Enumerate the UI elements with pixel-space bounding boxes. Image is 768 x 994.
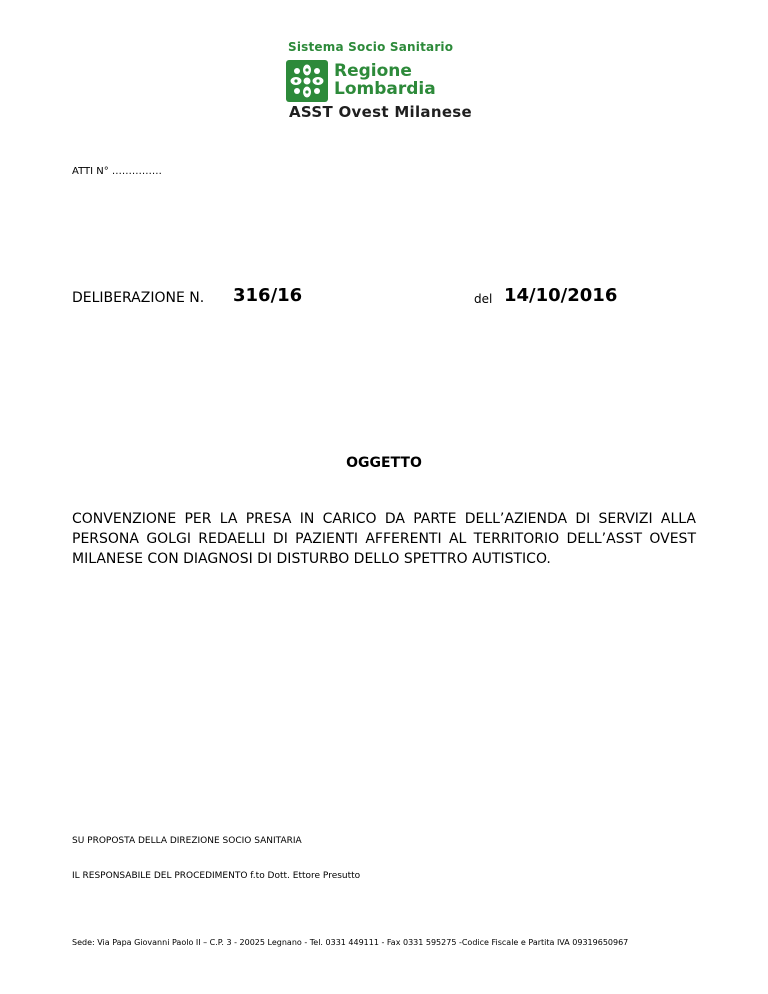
responsabile-line: IL RESPONSABILE DEL PROCEDIMENTO f.to Dott. Ettore Presutto	[72, 871, 361, 881]
atti-number: ATTI N° ……………	[72, 166, 162, 177]
date-label: del	[474, 292, 493, 306]
deliberazione-number: 316/16	[233, 285, 303, 306]
asst-name: ASST Ovest Milanese	[289, 103, 473, 121]
proposta-line: SU PROPOSTA DELLA DIREZIONE SOCIO SANITARIA	[72, 836, 302, 846]
region-line2: Lombardia	[334, 79, 436, 99]
oggetto-title: OGGETTO	[346, 455, 422, 471]
footer-address: Sede: Via Papa Giovanni Paolo II – C.P. 3 - 20025 Legnano - Tel. 0331 449111 - Fax 0331 595275 -Codice Fiscale e Partita IVA 09319650967	[72, 938, 629, 947]
deliberazione-date: 14/10/2016	[504, 285, 618, 306]
deliberazione-label: DELIBERAZIONE N.	[72, 290, 205, 306]
region-line1: Regione	[334, 61, 412, 81]
regione-lombardia-logo-icon	[286, 60, 328, 102]
region-name	[334, 62, 436, 98]
system-name: Sistema Socio Sanitario	[288, 40, 454, 54]
oggetto-text: CONVENZIONE PER LA PRESA IN CARICO DA PARTE DELL’AZIENDA DI SERVIZI ALLA PERSONA GOLGI REDAELLI DI PAZIENTI AFFERENTI AL TERRITORIO DELL’ASST OVEST MILANESE CON DIAGNOSI DI DISTURBO DELLO SPETTRO AUTISTICO.	[72, 511, 696, 567]
